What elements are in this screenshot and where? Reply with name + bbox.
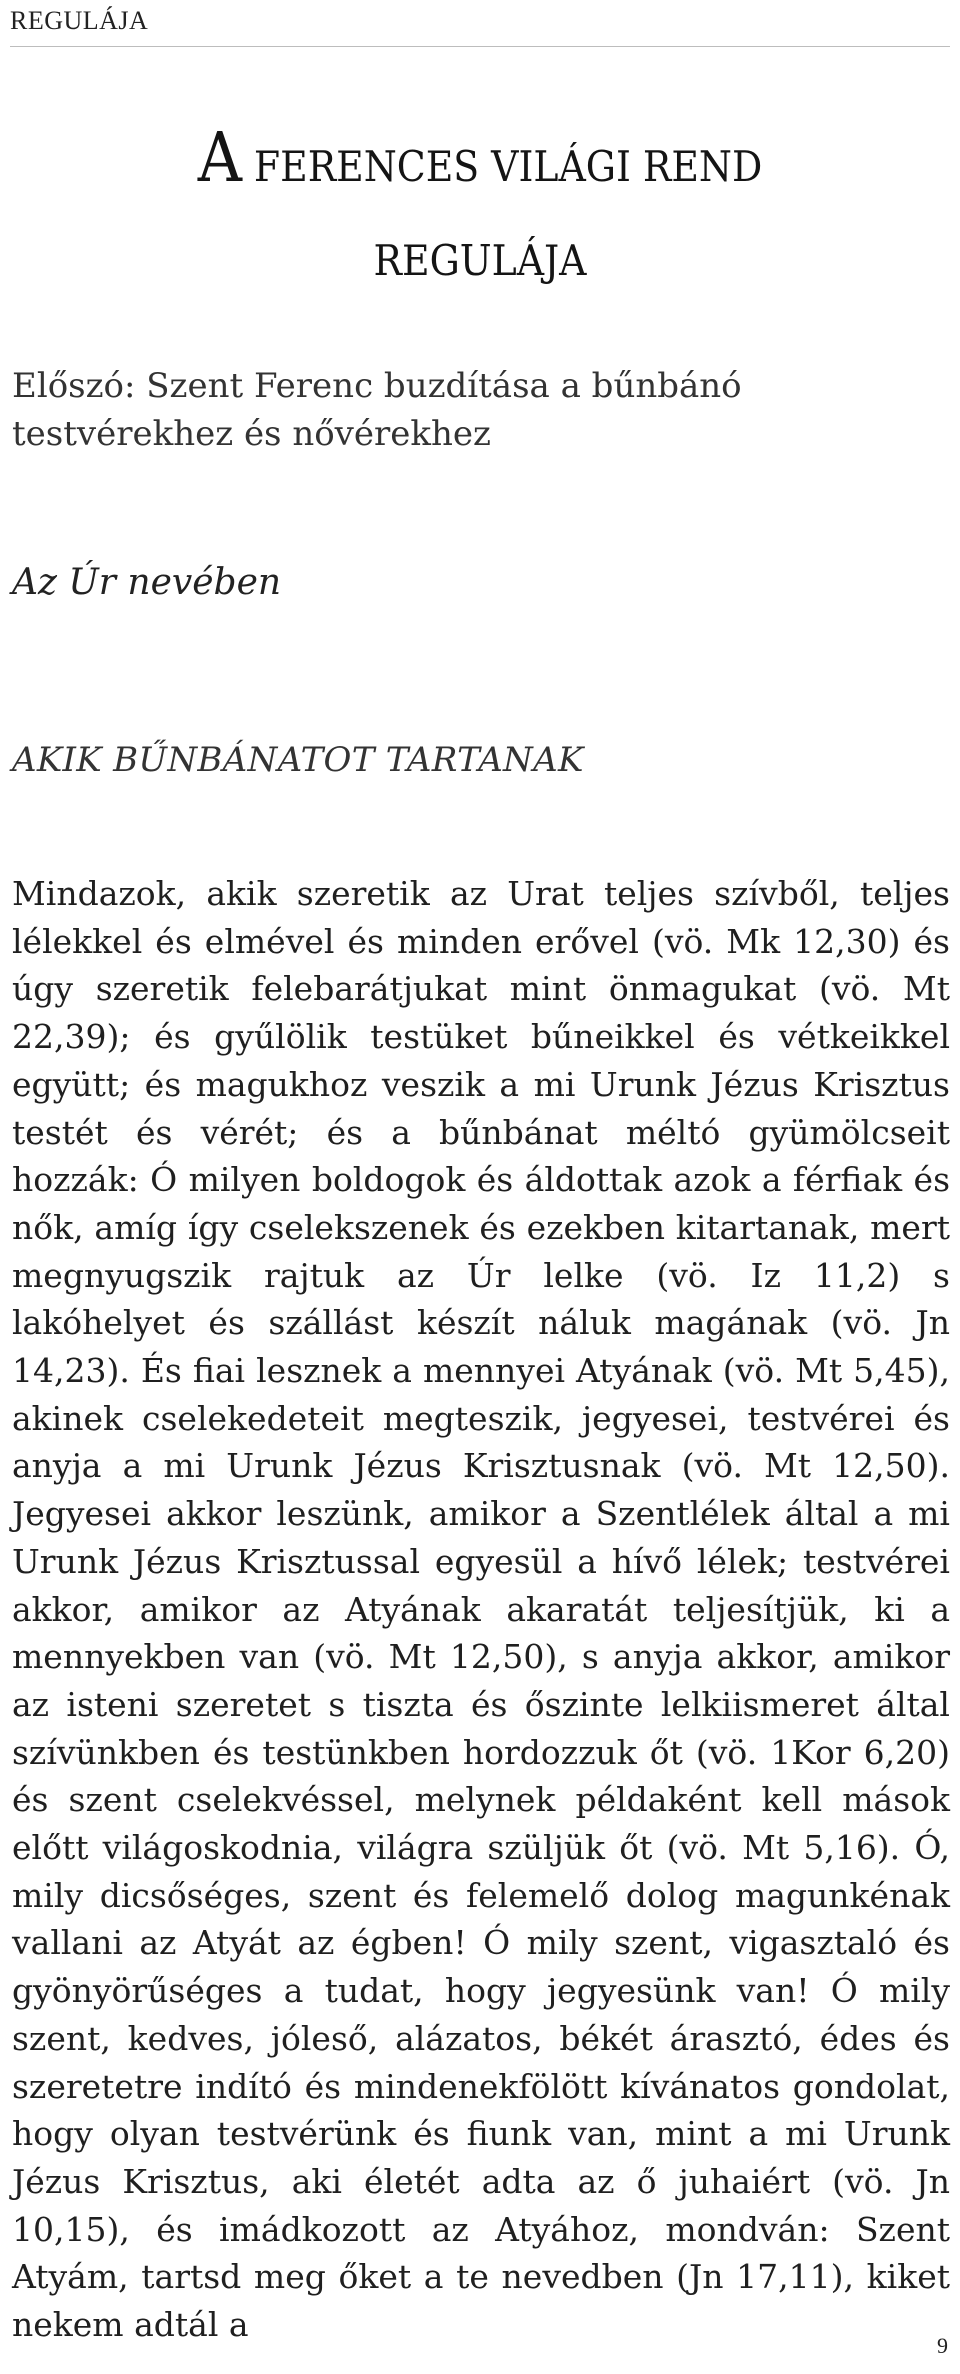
title-line-1: FERENCES VILÁGI REND bbox=[253, 142, 763, 191]
running-header: REGULÁJA bbox=[10, 6, 149, 35]
title-initial: A bbox=[197, 119, 242, 198]
page-title bbox=[60, 112, 900, 308]
section-heading: AKIK BŰNBÁNATOT TARTANAK bbox=[12, 740, 584, 780]
body-paragraph: Mindazok, akik szeretik az Urat teljes szívből, teljes lélekkel és elmével és minden erővel (vö. Mk 12,30) és úgy szeretik felebarátjukat mint önmagukat (vö. Mt 22,39); és gyűlölik testüket bűneikkel és vétkeikkel együtt; és magukhoz veszik a mi Urunk Jézus Krisztus testét és vérét; és a bűnbánat méltó gyümölcseit hozzák: Ó milyen boldogok és áldottak azok a férfiak és nők, amíg így cselekszenek és ezekben kitartanak, mert megnyugszik rajtuk az Úr lelke (vö. Iz 11,2) s lakóhelyet és szállást készít náluk magának (vö. Jn 14,23). És fiai lesznek a mennyei Atyának (vö. Mt 5,45), akinek cselekedeteit megteszik, jegyesei, testvérei és anyja a mi Urunk Jézus Krisztusnak (vö. Mt 12,50). Jegyesei akkor leszünk, amikor a Szentlélek által a mi Urunk Jézus Krisztussal egyesül a hívő lélek; testvérei akkor, amikor az Atyának akaratát teljesítjük, ki a mennyekben van (vö. Mt 12,50), s anyja akkor, amikor az isteni szeretet s tiszta és őszinte lelkiismeret által szívünkben és testünkben hordozzuk őt (vö. 1Kor 6,20) és szent cselekvéssel, melynek példaként kell mások előtt világoskodnia, világra szüljük őt (vö. Mt 5,16). Ó, mily dicsőséges, szent és felemelő dolog magunkénak vallani az Atyát az égben! Ó mily szent, vigasztaló és gyönyörűséges a tudat, hogy jegyesünk van! Ó mily szent, kedves, jóleső, alázatos, békét árasztó, édes és szeretetre indító és mindenekfölött kívánatos gondolat, hogy olyan testvérünk és fiunk van, mint a mi Urunk Jézus Krisztus, aki életét adta az ő juhaiért (vö. Jn 10,15), és imádkozott az Atyához, mondván: Szent Atyám, tartsd meg őket a te nevedben (Jn 17,11), kiket nekem adtál a bbox=[12, 874, 950, 2345]
foreword: Előszó: Szent Ferenc buzdítása a bűnbánó testvérekhez és nővérekhez bbox=[12, 366, 742, 454]
invocation: Az Úr nevében bbox=[12, 562, 282, 603]
header-divider bbox=[10, 46, 950, 47]
title-line-2: REGULÁJA bbox=[373, 236, 587, 285]
page-number: 9 bbox=[937, 2333, 948, 2358]
